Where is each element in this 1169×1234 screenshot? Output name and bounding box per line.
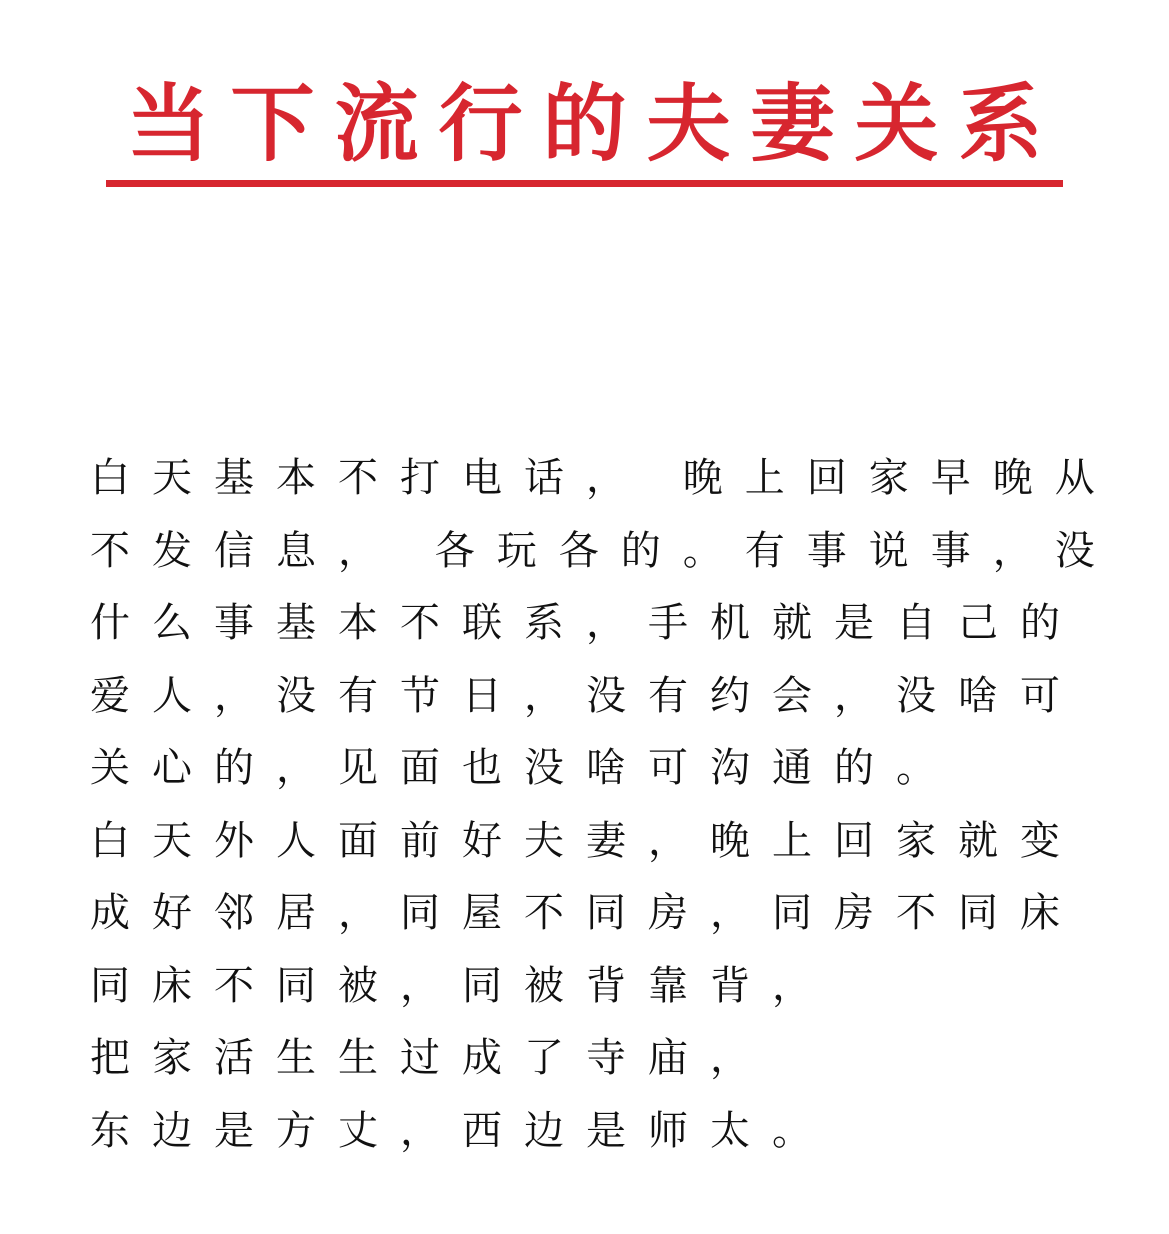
text-line: 不发信息， 各玩各的。有事说事，没 <box>90 527 1117 574</box>
text-line: 白天外人面前好夫妻，晚上回家就变 <box>90 817 1082 864</box>
text-line: 爱人，没有节日，没有约会，没啥可 <box>90 672 1082 719</box>
text-line: 什么事基本不联系，手机就是自己的 <box>90 600 1082 646</box>
text-line: 同床不同被，同被背靠背， <box>90 962 834 1009</box>
text-line: 白天基本不打电话， 晚上回家早晚从 <box>90 455 1117 501</box>
title-container <box>0 70 1169 187</box>
text-line: 东边是方丈，西边是师太。 <box>90 1107 834 1154</box>
page-title: 当下流行的夫妻关系 <box>106 70 1062 187</box>
text-line: 把家活生生过成了寺庙， <box>90 1035 772 1081</box>
text-line: 成好邻居，同屋不同房，同房不同床 <box>90 890 1082 936</box>
body-text <box>90 442 1150 1167</box>
text-line: 关心的，见面也没啥可沟通的。 <box>90 745 958 791</box>
